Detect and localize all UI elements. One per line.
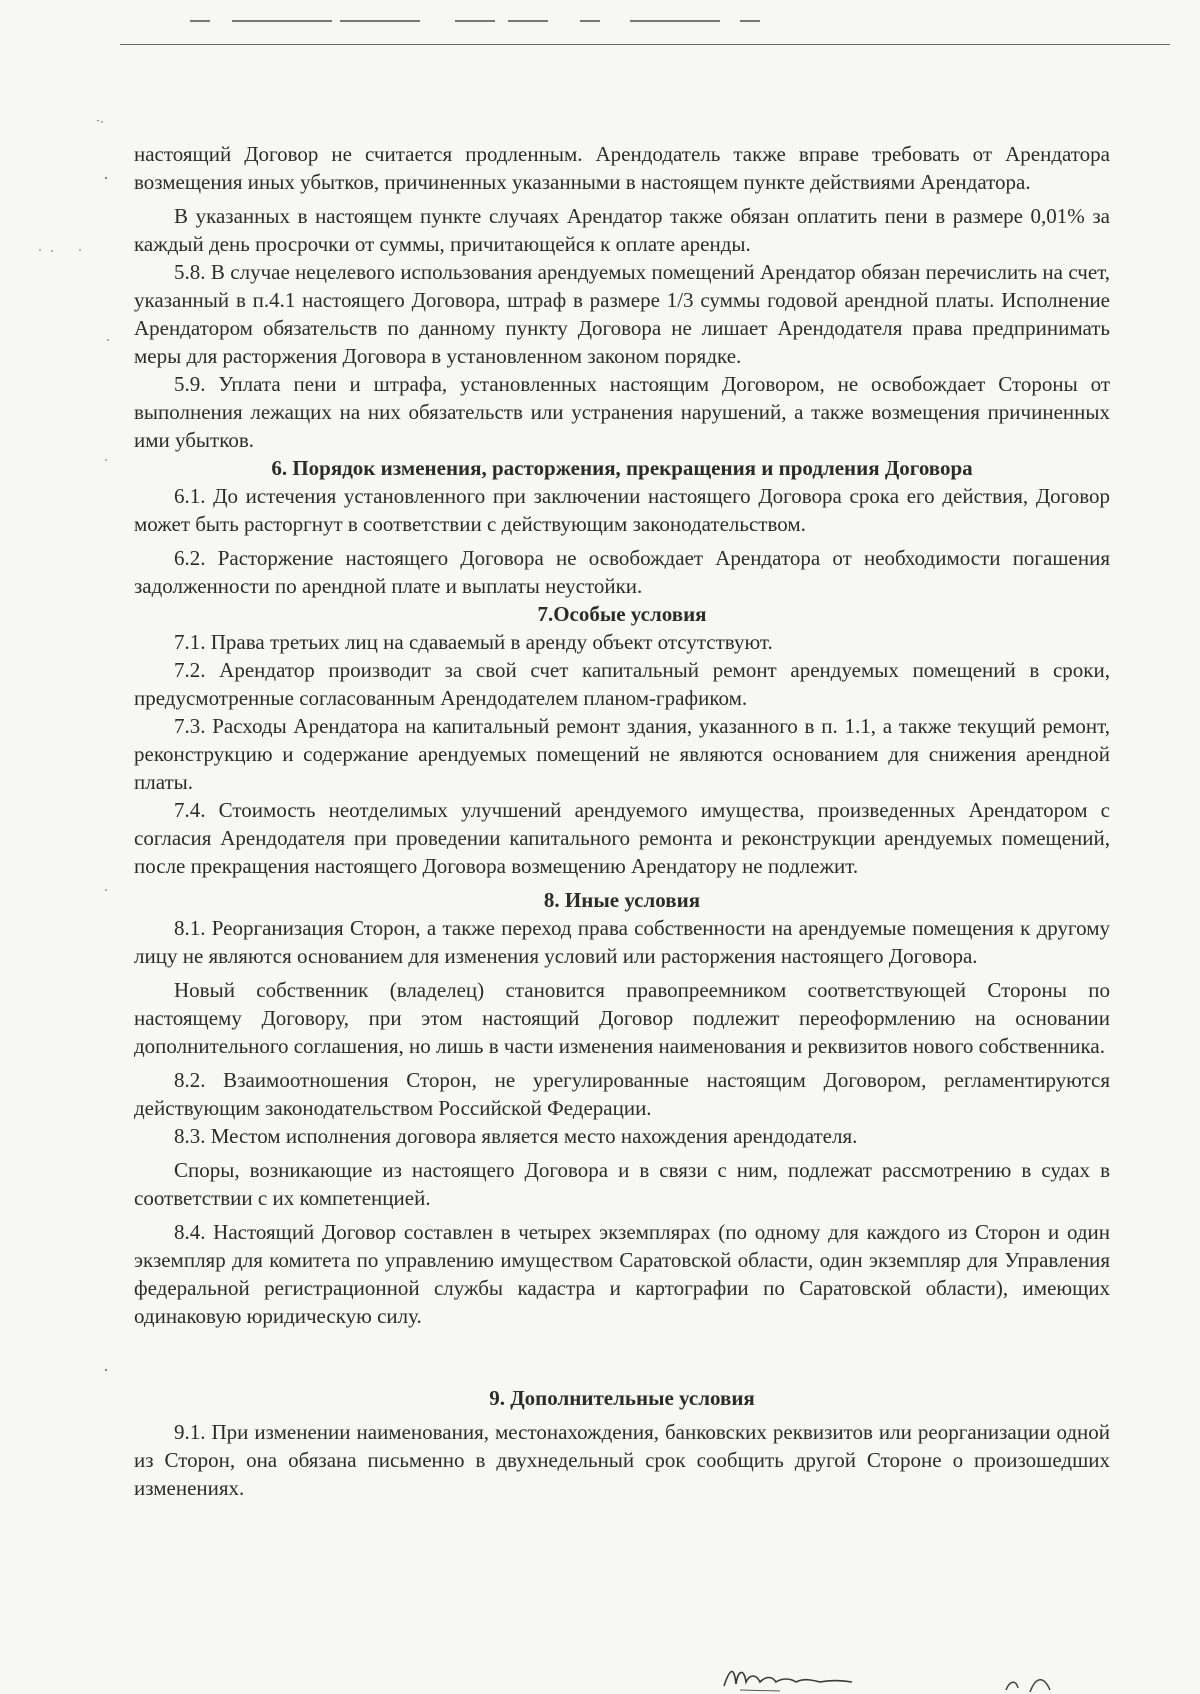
section-8-heading: 8. Иные условия bbox=[543, 888, 701, 912]
clause-8-1-successor: Новый собственник (владелец) становится правопреемником соответствующей Стороны по настоящему Договору, при этом настоящий Договор подлежит переоформлению на основании дополнительного соглашения, но лишь в части изменения наименования и реквизитов нового собственника. bbox=[134, 978, 1110, 1058]
clause-8-3-disputes: Споры, возникающие из настоящего Договора и в связи с ним, подлежат рассмотрению в судах в соответствии с их компетенцией. bbox=[134, 1158, 1110, 1210]
section-9-heading: 9. Дополнительные условия bbox=[489, 1386, 755, 1410]
scan-margin-noise bbox=[10, 120, 110, 1420]
scan-mark bbox=[455, 20, 495, 22]
clause-5-8: 5.8. В случае нецелевого использования арендуемых помещений Арендатор обязан перечислить на счет, указанный в п.4.1 настоящего Договора, штраф в размере 1/3 суммы годовой арендной платы. Исполнение Арендатором обязательств по данному пункту Договора не лишает Арендодателя права предпринимать меры для расторжения Договора в установленном законом порядке. bbox=[134, 260, 1110, 368]
clause-7-4: 7.4. Стоимость неотделимых улучшений арендуемого имущества, произведенных Арендатором с согласия Арендодателя при проведении капитального ремонта и реконструкции арендуемых помещений, после прекращения настоящего Договора возмещению Арендатору не подлежит. bbox=[134, 798, 1110, 878]
scan-mark bbox=[630, 20, 720, 22]
scan-mark bbox=[232, 20, 332, 22]
scan-mark bbox=[508, 20, 548, 22]
scan-mark bbox=[190, 20, 210, 22]
scan-mark bbox=[580, 20, 600, 22]
clause-8-1: 8.1. Реорганизация Сторон, а также переход права собственности на арендуемые помещения к другому лицу не являются основанием для изменения условий или расторжения настоящего Договора. bbox=[134, 916, 1110, 968]
handwritten-signature bbox=[720, 1660, 940, 1694]
clause-8-3: 8.3. Местом исполнения договора является место нахождения арендодателя. bbox=[174, 1124, 858, 1148]
clause-8-4: 8.4. Настоящий Договор составлен в четырех экземплярах (по одному для каждого из Сторон и один экземпляр для комитета по управлению имуществом Саратовской области, один экземпляр для Управления федеральной регистрационной службы кадастра и картографии по Саратовской области), имеющих одинаковую юридическую силу. bbox=[134, 1220, 1110, 1328]
header-rule bbox=[120, 44, 1170, 45]
section-7-heading: 7.Особые условия bbox=[537, 602, 707, 626]
clause-6-1: 6.1. До истечения установленного при заключении настоящего Договора срока его действия, Договор может быть расторгнут в соответствии с действующим законодательством. bbox=[134, 484, 1110, 536]
scan-mark bbox=[740, 20, 760, 22]
paragraph-continuation: настоящий Договор не считается продленным. Арендодатель также вправе требовать от Арендатора возмещения иных убытков, причиненных указанными в настоящем пункте действиями Арендатора. bbox=[134, 142, 1110, 194]
paragraph-penalty: В указанных в настоящем пункте случаях Арендатор также обязан оплатить пени в размере 0,01% за каждый день просрочки от суммы, причитающейся к оплате аренды. bbox=[134, 204, 1110, 256]
clause-7-2: 7.2. Арендатор производит за свой счет капитальный ремонт арендуемых помещений в сроки, предусмотренные согласованным Арендодателем планом-графиком. bbox=[134, 658, 1110, 710]
clause-7-3: 7.3. Расходы Арендатора на капитальный ремонт здания, указанного в п. 1.1, а также текущий ремонт, реконструкцию и содержание арендуемых помещений не являются основанием для снижения арендной платы. bbox=[134, 714, 1110, 794]
clause-7-1: 7.1. Права третьих лиц на сдаваемый в аренду объект отсутствуют. bbox=[174, 630, 773, 654]
clause-9-1: 9.1. При изменении наименования, местонахождения, банковских реквизитов или реорганизации одной из Сторон, она обязана письменно в двухнедельный срок сообщить другой Стороне о произошедших изменениях. bbox=[134, 1420, 1110, 1500]
scan-mark bbox=[340, 20, 420, 22]
handwritten-mark bbox=[1000, 1672, 1070, 1694]
section-6-heading: 6. Порядок изменения, расторжения, прекращения и продления Договора bbox=[271, 456, 973, 480]
clause-5-9: 5.9. Уплата пени и штрафа, установленных настоящим Договором, не освобождает Стороны от выполнения лежащих на них обязательств или устранения нарушений, а также возмещения причиненных ими убытков. bbox=[134, 372, 1110, 452]
clause-6-2: 6.2. Расторжение настоящего Договора не освобождает Арендатора от необходимости погашения задолженности по арендной плате и выплаты неустойки. bbox=[134, 546, 1110, 598]
clause-8-2: 8.2. Взаимоотношения Сторон, не урегулированные настоящим Договором, регламентируются действующим законодательством Российской Федерации. bbox=[134, 1068, 1110, 1120]
document-body bbox=[134, 140, 1110, 1502]
